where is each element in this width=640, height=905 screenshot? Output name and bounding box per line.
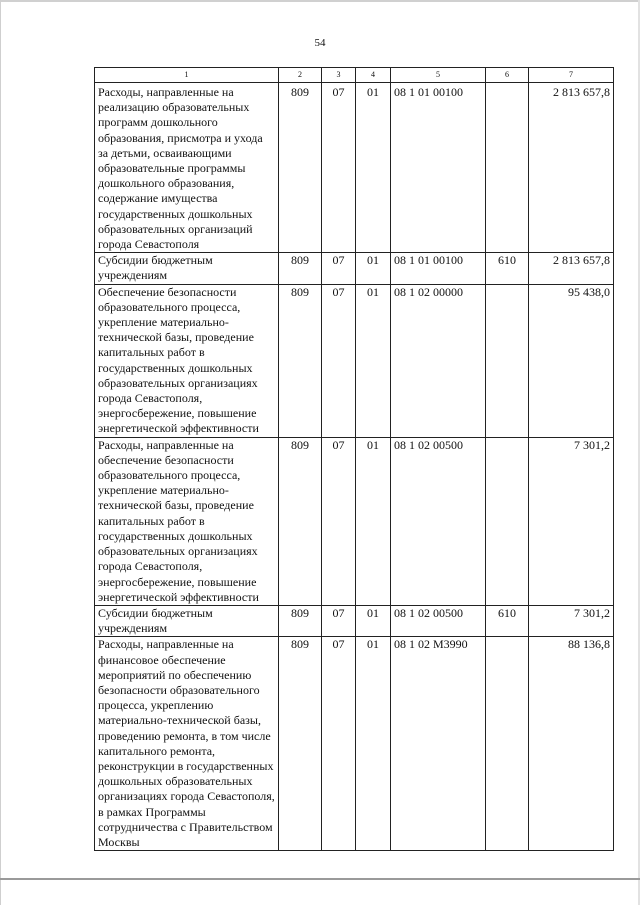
table-row — [95, 637, 614, 851]
page-number: 54 — [314, 37, 326, 49]
section-code-cell: 07 — [322, 83, 356, 253]
target-article-cell: 08 1 02 00500 — [391, 605, 486, 636]
expense-type-cell: 610 — [486, 605, 529, 636]
column-number: 6 — [486, 68, 529, 83]
budget-table — [94, 67, 614, 851]
subsection-code-cell: 01 — [356, 437, 391, 605]
department-code-cell: 809 — [279, 83, 322, 253]
section-code-cell: 07 — [322, 284, 356, 437]
table-row — [95, 253, 614, 284]
subsection-code-cell: 01 — [356, 637, 391, 851]
target-article-cell: 08 1 02 М3990 — [391, 637, 486, 851]
expense-type-cell — [486, 637, 529, 851]
expense-name-cell: Расходы, направленные на финансовое обеспечение мероприятий по обеспечению безопасности образовательного процесса, укреплению материально-технической базы, проведению ремонта, в том числе капитального ремонта, реконструкции в государственных дошкольных образовательных организациях города Севастополя, в рамках Программы сотрудничества с Правительством Москвы — [95, 637, 279, 851]
column-number: 3 — [322, 68, 356, 83]
department-code-cell: 809 — [279, 284, 322, 437]
page-top-edge — [0, 0, 640, 2]
table-row — [95, 83, 614, 253]
department-code-cell: 809 — [279, 637, 322, 851]
column-number: 1 — [95, 68, 279, 83]
column-number-row — [95, 68, 614, 83]
column-number: 7 — [529, 68, 614, 83]
amount-cell: 2 813 657,8 — [529, 253, 614, 284]
target-article-cell: 08 1 01 00100 — [391, 253, 486, 284]
table-row — [95, 437, 614, 605]
section-code-cell: 07 — [322, 253, 356, 284]
section-code-cell: 07 — [322, 637, 356, 851]
amount-cell: 7 301,2 — [529, 437, 614, 605]
target-article-cell: 08 1 02 00000 — [391, 284, 486, 437]
expense-name-cell: Субсидии бюджетным учреждениям — [95, 605, 279, 636]
subsection-code-cell: 01 — [356, 83, 391, 253]
section-code-cell: 07 — [322, 605, 356, 636]
expense-type-cell — [486, 437, 529, 605]
column-number: 2 — [279, 68, 322, 83]
expense-type-cell — [486, 83, 529, 253]
column-number: 5 — [391, 68, 486, 83]
table-row — [95, 284, 614, 437]
amount-cell: 88 136,8 — [529, 637, 614, 851]
amount-cell: 95 438,0 — [529, 284, 614, 437]
expense-name-cell: Расходы, направленные на обеспечение безопасности образовательного процесса, укрепление материально-технической базы, проведение капитальных работ в государственных дошкольных образовательных организациях города Севастополя, энергосбережение, повышение энергетической эффективности — [95, 437, 279, 605]
subsection-code-cell: 01 — [356, 605, 391, 636]
target-article-cell: 08 1 02 00500 — [391, 437, 486, 605]
expense-type-cell: 610 — [486, 253, 529, 284]
department-code-cell: 809 — [279, 253, 322, 284]
expense-type-cell — [486, 284, 529, 437]
expense-name-cell: Обеспечение безопасности образовательного процесса, укрепление материально-технической базы, проведение капитальных работ в государственных дошкольных образовательных организациях города Севастополя, энергосбережение, повышение энергетической эффективности — [95, 284, 279, 437]
page-left-edge — [0, 0, 1, 905]
expense-name-cell: Расходы, направленные на реализацию образовательных программ дошкольного образования, присмотра и ухода за детьми, осваивающими образовательные программы дошкольного образования, содержание имущества государственных дошкольных образовательных организаций города Севастополя — [95, 83, 279, 253]
amount-cell: 7 301,2 — [529, 605, 614, 636]
expense-name-cell: Субсидии бюджетным учреждениям — [95, 253, 279, 284]
section-code-cell: 07 — [322, 437, 356, 605]
department-code-cell: 809 — [279, 605, 322, 636]
subsection-code-cell: 01 — [356, 284, 391, 437]
subsection-code-cell: 01 — [356, 253, 391, 284]
department-code-cell: 809 — [279, 437, 322, 605]
column-number: 4 — [356, 68, 391, 83]
amount-cell: 2 813 657,8 — [529, 83, 614, 253]
page-bottom-edge — [0, 878, 640, 880]
table-row — [95, 605, 614, 636]
target-article-cell: 08 1 01 00100 — [391, 83, 486, 253]
